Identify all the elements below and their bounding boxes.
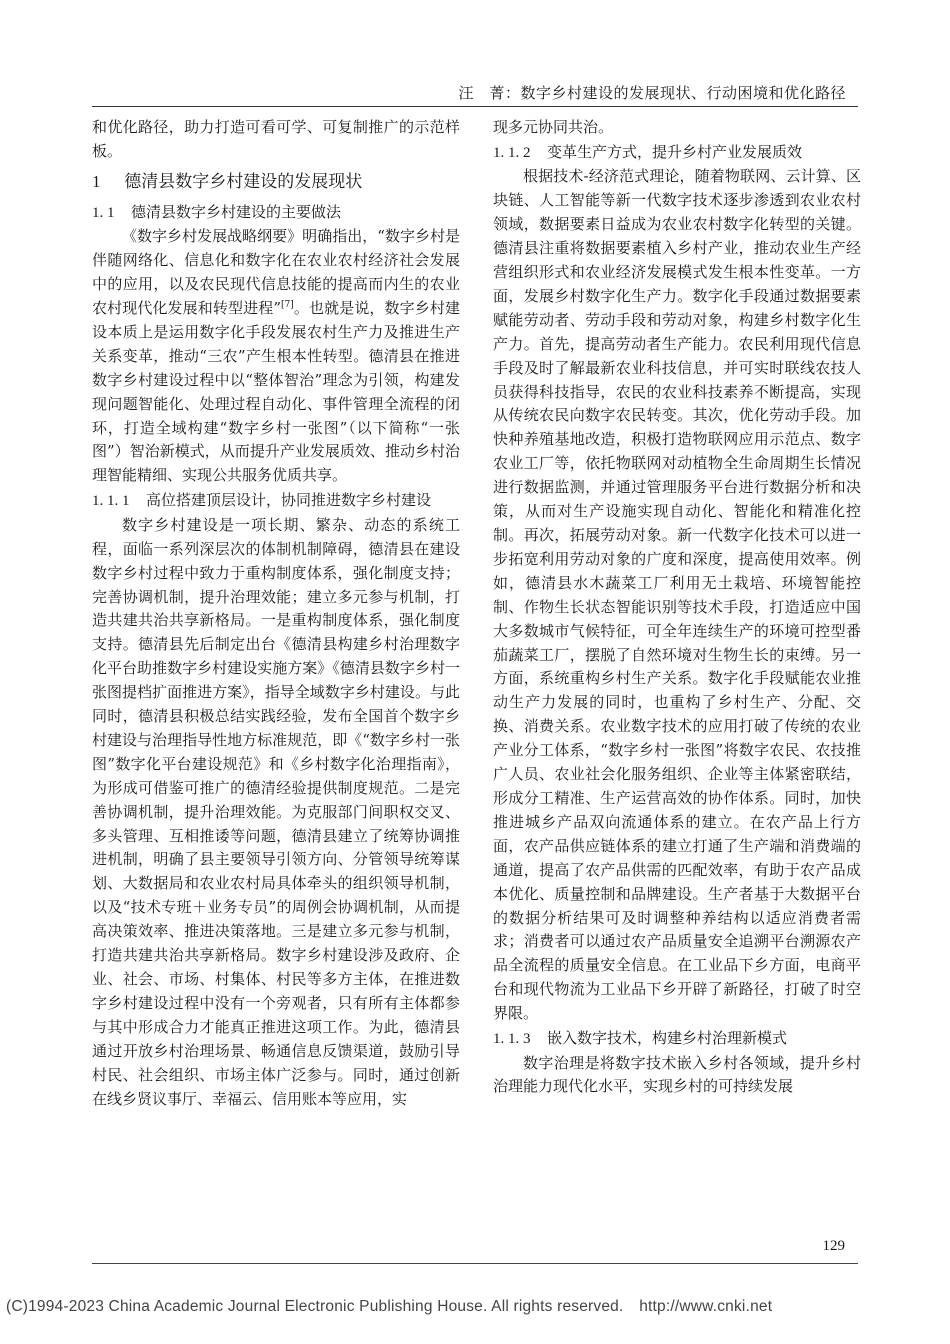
subsection-heading-1-1 [92,200,460,226]
paragraph-production-mode: 根据技术-经济范式理论，随着物联网、云计算、区块链、人工智能等新一代数字技术逐步渗透到农业农村领域，数据要素日益成为农业农村数字化转型的关键。德清县注重将数据要素植入乡村产业，推动农业生产经营组织形式和农业经济发展模式发生根本性变革。一方面，发展乡村数字化生产力。数字化手段通过数据要素赋能劳动者、劳动手段和劳动对象，构建乡村数字化生产力。首先，提高劳动者生产能力。农民利用现代信息手段及时了解最新农业科技信息，并可实时联线农技人员获得科技指导，农民的农业科技素养不断提高，实现从传统农民向数字农民转变。其次，优化劳动手段。加快种养殖基地改造，积极打造物联网应用示范点、数字农业工厂等，依托物联网对动植物全生命周期生长情况进行数据监测，并通过管理服务平台进行数据分析和决策，从而对生产设施实现自动化、智能化和精准化控制。再次，拓展劳动对象。新一代数字化技术可以进一步拓宽利用劳动对象的广度和深度，提高使用效率。例如，德清县水木蔬菜工厂利用无土栽培、环境智能控制、作物生长状态智能识别等技术手段，打造适应中国大多数城市气候特征，可全年连续生产的环境可控型番茄蔬菜工厂，摆脱了自然环境对生物生长的束缚。另一方面，系统重构乡村生产关系。数字化手段赋能农业推动生产力发展的同时，也重构了乡村生产、分配、交换、消费关系。农业数字技术的应用打破了传统的农业产业分工体系，“数字乡村一张图”将数字农民、农技推广人员、农业社会化服务组织、企业等主体紧密联结，形成分工精准、生产运营高效的协作体系。同时，加快推进城乡产品双向流通体系的建立。在农产品上行方面，农产品供应链体系的建立打通了生产端和消费端的通道，提高了农产品供需的匹配效率，有助于农产品成本优化、质量控制和品牌建设。生产者基于大数据平台的数据分析结果可及时调整种养结构以适应消费者需求；消费者可以通过农产品质量安全追溯平台溯源农产品全流程的质量安全信息。在工业品下乡方面，电商平台和现代物流为工业品下乡开辟了新路径，打破了时空界限。 [493,167,861,1023]
section-title: 德清县数字乡村建设的发展现状 [124,171,363,192]
subsection-title: 变革生产方式，提升乡村产业发展质效 [547,142,803,161]
section-heading-1 [92,166,460,198]
paragraph-main-practices [92,225,460,488]
subsection-heading-1-1-1 [92,488,460,514]
subsection-heading-1-1-3 [493,1026,861,1052]
header-rule [92,106,858,107]
subsection-title: 德清县数字乡村建设的主要做法 [131,202,342,221]
right-column [493,116,861,1099]
page-number: 129 [822,1238,845,1254]
left-column [92,116,460,1111]
paragraph-top-level-design: 数字乡村建设是一项长期、繁杂、动态的系统工程，面临一系列深层次的体制机制障碍，德清县在建设数字乡村过程中致力于重构制度体系，强化制度支持；完善协调机制，提升治理效能；建立多元参与机制，打造共建共治共享新格局。一是重构制度体系，强化制度支持。德清县先后制定出台《德清县构建乡村治理数字化平台助推数字乡村建设实施方案》《德清县数字乡村一张图提档扩面推进方案》，指导全域数字乡村建设。与此同时，德清县积极总结实践经验，发布全国首个数字乡村建设与治理指导性地方标准规范，即《“数字乡村一张图”数字化平台建设规范》和《乡村数字化治理指南》，为形成可借鉴可推广的德清经验提供制度规范。二是完善协调机制，提升治理效能。为克服部门间职权交叉、多头管理、互相推诿等问题，德清县建立了统筹协调推进机制，明确了县主要领导引领方向、分管领导统筹谋划、大数据局和农业农村局具体牵头的组织领导机制，以及“技术专班＋业务专员”的周例会协调机制，从而提高决策效率、推进决策落地。三是建立多元参与机制，打造共建共治共享新格局。数字乡村建设涉及政府、企业、社会、市场、村集体、村民等多方主体，在推进数字乡村建设过程中没有一个旁观者，只有所有主体都参与其中形成合力才能真正推进这项工作。为此，德清县通过开放乡村治理场景、畅通信息反馈渠道，鼓励引导村民、社会组织、市场主体广泛参与。同时，通过创新在线乡贤议事厅、幸福云、信用账本等应用，实 [92,515,460,1108]
paragraph-text: 。也就是说，数字乡村建设本质上是运用数字化手段发展农村生产力及推进生产关系变革，推动“三农”产生根本性转型。德清县在推进数字乡村建设过程中以“整体智治”理念为引领，构建发现问题智能化、处理过程自动化、事件管理全流程的闭环，打造全域构建“数字乡村一张图”（以下简称“一张图”）智治新模式，从而提升产业发展质效、推动乡村治理智能精细、实现公共服务优质共享。 [92,299,460,485]
running-head: 汪 菁：数字乡村建设的发展现状、行动困境和优化路径 [458,84,846,102]
section-number: 1 [92,171,101,191]
paragraph-continuation: 现多元协同共治。 [493,118,614,136]
footer-rule [92,1263,858,1264]
subsection-heading-1-1-2 [493,140,861,166]
subsection-number: 1. 1. 3 [493,1031,531,1048]
subsection-title: 嵌入数字技术，构建乡村治理新模式 [547,1029,788,1048]
subsection-title: 高位搭建顶层设计，协同推进数字乡村建设 [146,491,432,510]
copyright-line: (C)1994-2023 China Academic Journal Electronic Publishing House. All rights reserved. http://www.cnki.net [6,1298,773,1315]
paragraph-digital-governance: 数字治理是将数字技术嵌入乡村各领域，提升乡村治理能力现代化水平，实现乡村的可持续发展 [493,1053,861,1096]
citation-ref: [7] [281,300,294,311]
subsection-number: 1. 1 [92,204,115,221]
subsection-number: 1. 1. 2 [493,144,531,161]
paragraph-text: 《数字乡村发展战略纲要》明确指出，“数字乡村是伴随网络化、信息化和数字化在农业农村经济社会发展中的应用，以及农民现代信息技能的提高而内生的农业农村现代化发展和转型进程” [92,227,460,318]
paragraph-continuation: 和优化路径，助力打造可看可学、可复制推广的示范样板。 [92,118,460,160]
subsection-number: 1. 1. 1 [92,493,130,510]
